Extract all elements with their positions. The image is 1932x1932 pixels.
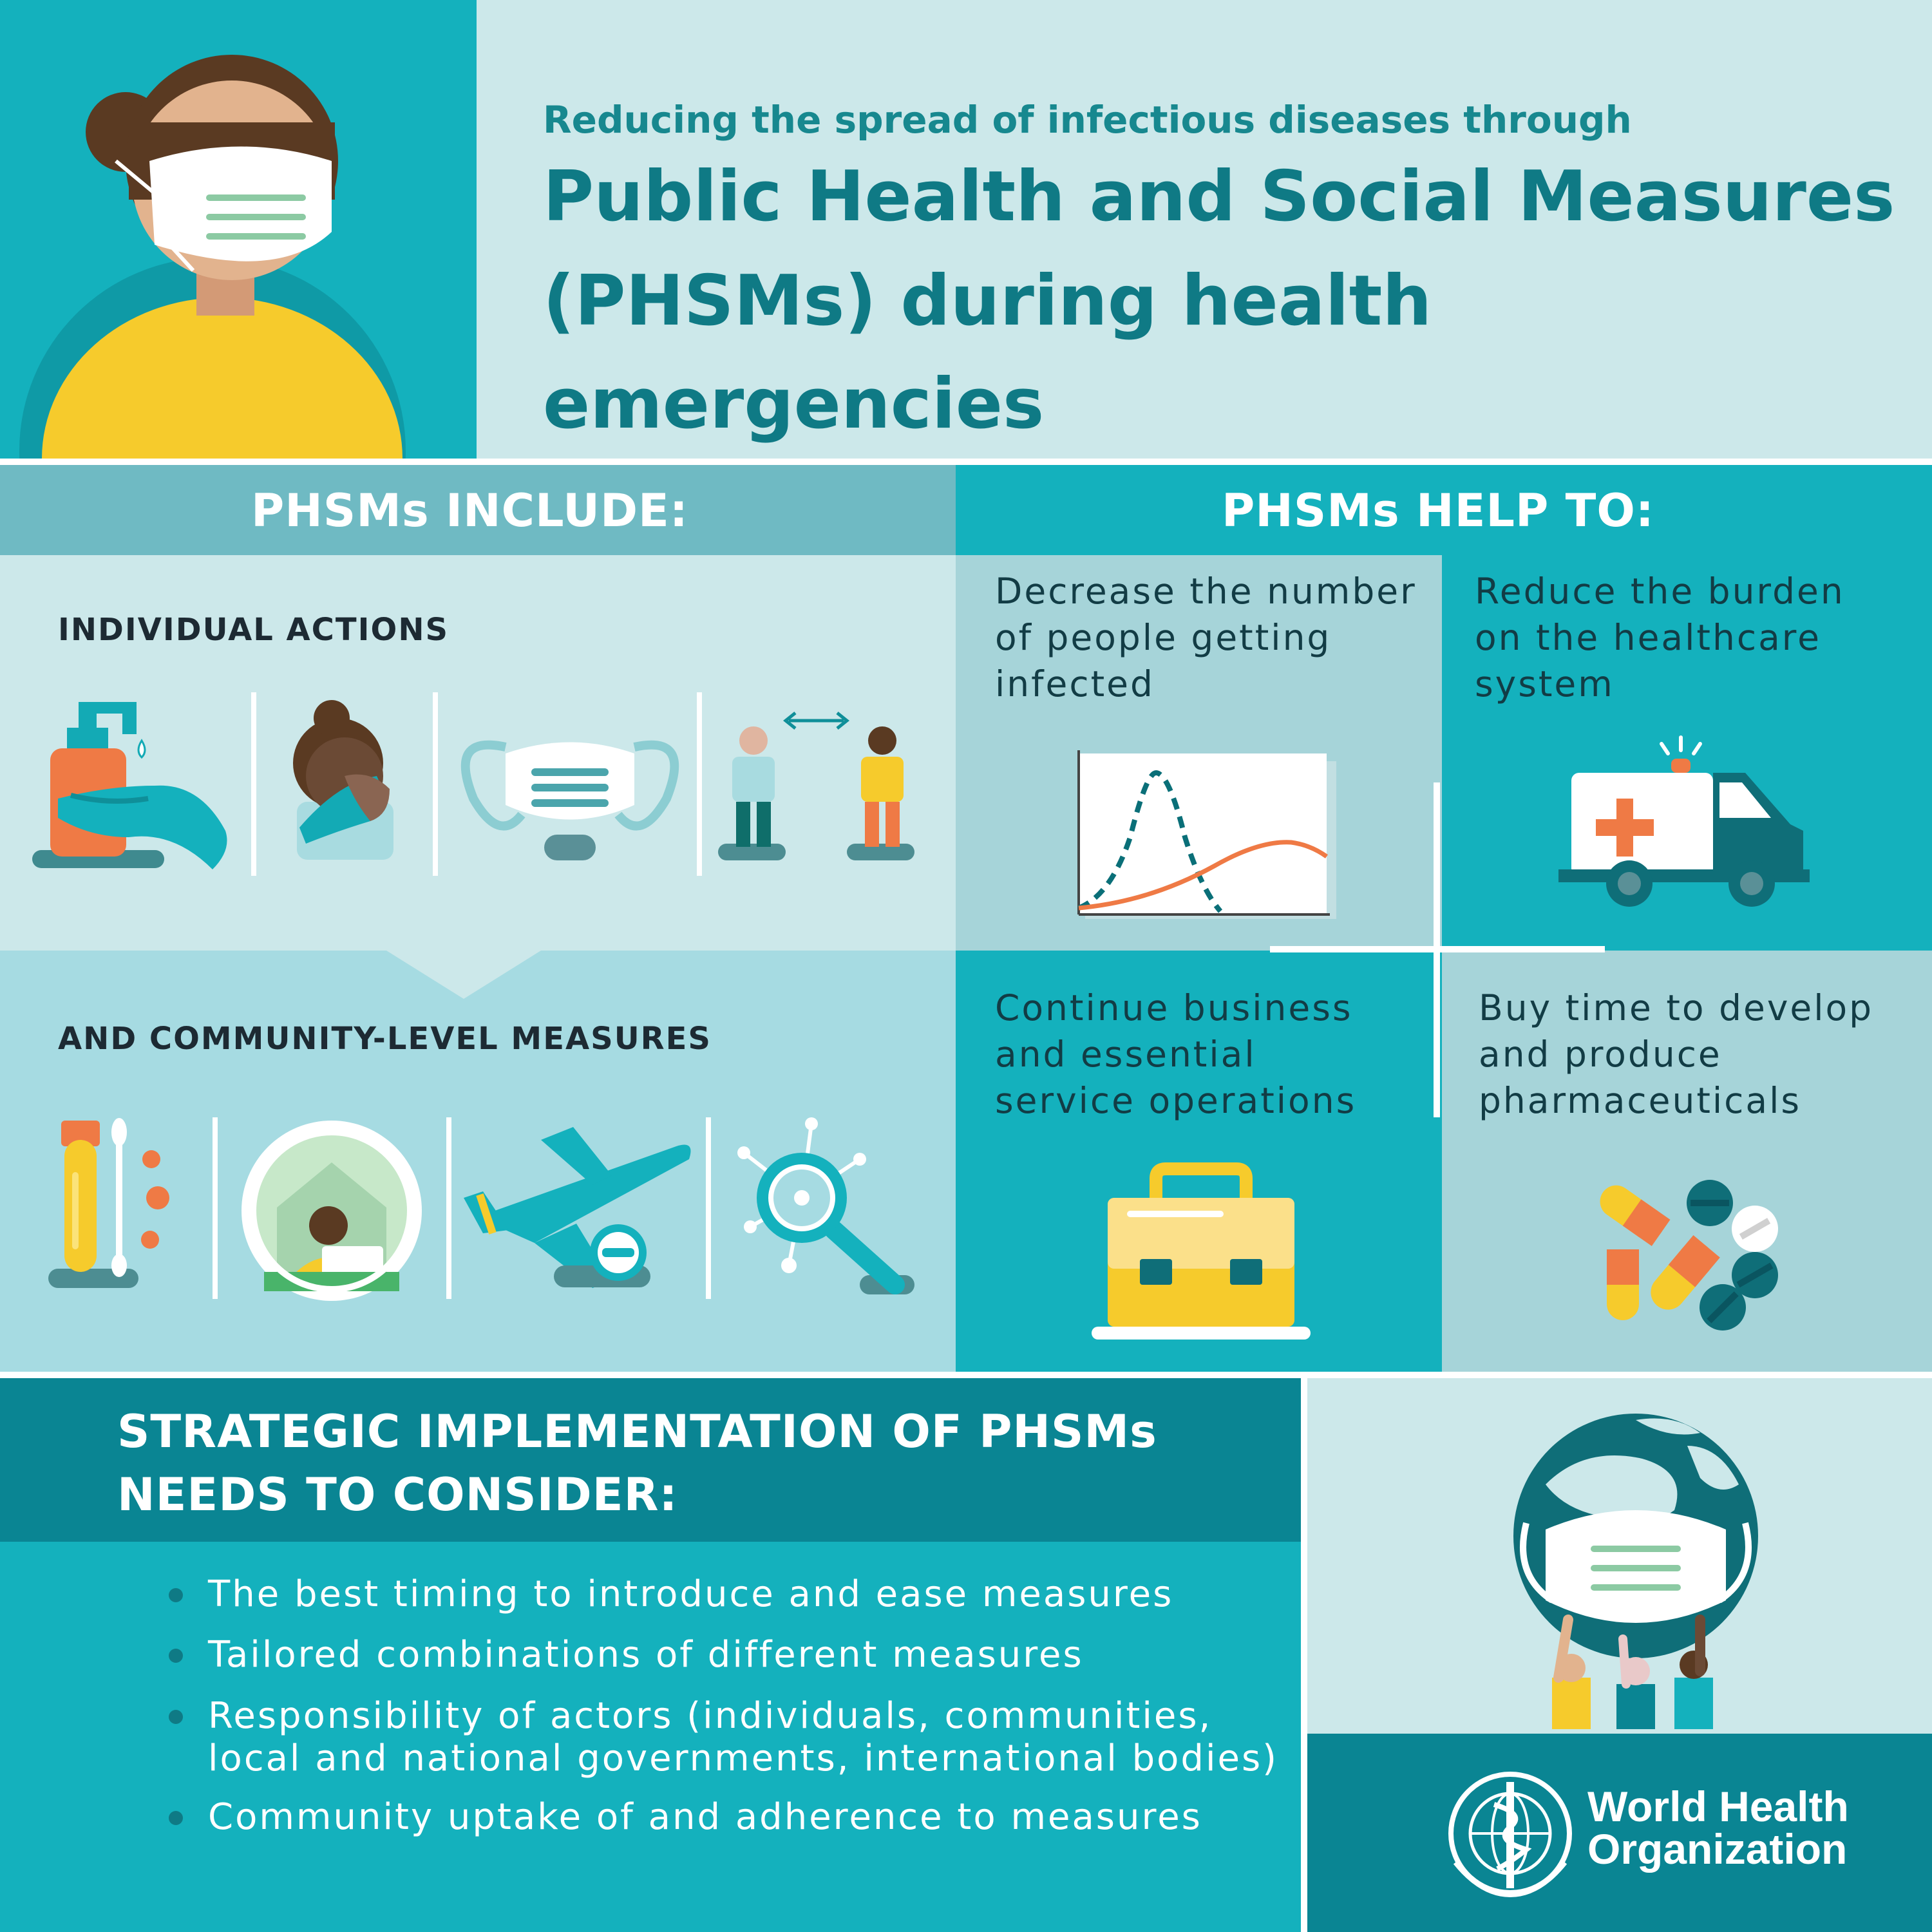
briefcase-icon bbox=[1092, 1169, 1311, 1349]
help-heading: PHSMs HELP TO: bbox=[1222, 484, 1654, 537]
help-text-business bbox=[995, 985, 1356, 1124]
strategic-bullet-1: The best timing to introduce and ease measures bbox=[208, 1573, 1174, 1615]
who-name-line1: World Health bbox=[1587, 1783, 1849, 1830]
stay-at-home-icon bbox=[238, 1117, 425, 1304]
header-portrait-panel bbox=[0, 0, 477, 459]
strategic-bullet-3 bbox=[208, 1695, 1278, 1780]
list-bullet bbox=[169, 1649, 183, 1663]
strategic-heading-line2: NEEDS TO CONSIDER: bbox=[117, 1468, 678, 1521]
help-text-line: infected bbox=[995, 663, 1155, 705]
icon-divider bbox=[433, 692, 438, 876]
list-bullet bbox=[169, 1710, 183, 1724]
individual-actions-label: INDIVIDUAL ACTIONS bbox=[58, 612, 450, 648]
strategic-heading-line1: STRATEGIC IMPLEMENTATION OF PHSMs bbox=[117, 1405, 1157, 1458]
pills-icon bbox=[1584, 1179, 1797, 1346]
help-text-line: and essential bbox=[995, 1034, 1256, 1075]
face-mask-icon bbox=[460, 708, 679, 869]
help-text-line: Continue business bbox=[995, 987, 1353, 1028]
contact-tracing-icon bbox=[731, 1114, 924, 1301]
strategic-bullet-4: Community uptake of and adherence to measures bbox=[208, 1796, 1202, 1838]
help-text-line: system bbox=[1475, 663, 1615, 705]
epidemic-curve-icon bbox=[1072, 747, 1343, 921]
who-emblem-icon bbox=[1443, 1766, 1578, 1901]
help-text-line: Decrease the number bbox=[995, 571, 1417, 612]
list-bullet bbox=[169, 1811, 183, 1825]
strategic-bullet-3-line2: local and national governments, international bodies) bbox=[208, 1738, 1279, 1779]
header-subtitle: Reducing the spread of infectious diseases through bbox=[543, 98, 1632, 142]
icon-divider bbox=[213, 1117, 218, 1299]
community-measures-label: AND COMMUNITY-LEVEL MEASURES bbox=[58, 1021, 712, 1057]
cough-into-elbow-icon bbox=[293, 705, 402, 879]
icon-divider bbox=[697, 692, 702, 876]
hand-sanitizer-icon bbox=[32, 702, 245, 889]
masked-globe-illustration bbox=[1507, 1407, 1777, 1729]
icon-divider bbox=[251, 692, 256, 876]
page-title-line1: Public Health and Social Measures bbox=[543, 156, 1895, 237]
help-text-line: Buy time to develop bbox=[1479, 987, 1874, 1028]
strategic-bullet-2: Tailored combinations of different measures bbox=[208, 1634, 1084, 1676]
travel-restriction-icon bbox=[464, 1121, 696, 1301]
help-text-line: pharmaceuticals bbox=[1479, 1080, 1802, 1121]
chevron-down-icon bbox=[386, 951, 541, 1002]
help-text-healthcare bbox=[1475, 568, 1845, 707]
help-text-line: on the healthcare bbox=[1475, 617, 1822, 658]
help-text-line: of people getting bbox=[995, 617, 1332, 658]
strategic-bullet-3-line1: Responsibility of actors (individuals, communities, bbox=[208, 1695, 1213, 1737]
help-text-line: service operations bbox=[995, 1080, 1357, 1121]
page-title-line2: (PHSMs) during health emergencies bbox=[543, 261, 1432, 444]
help-text-pharma bbox=[1479, 985, 1873, 1124]
physical-distancing-icon bbox=[718, 705, 924, 866]
masked-woman-illustration bbox=[0, 0, 477, 459]
help-text-line: Reduce the burden bbox=[1475, 571, 1845, 612]
help-text-infections bbox=[995, 568, 1417, 707]
who-logo-name bbox=[1587, 1783, 1849, 1873]
help-cross-divider bbox=[1270, 946, 1605, 952]
icon-divider bbox=[706, 1117, 711, 1299]
icon-divider bbox=[446, 1117, 451, 1299]
who-name-line2: Organization bbox=[1587, 1825, 1848, 1873]
list-bullet bbox=[169, 1588, 183, 1602]
include-heading: PHSMs INCLUDE: bbox=[251, 484, 688, 537]
test-tube-swab-icon bbox=[48, 1121, 196, 1294]
ambulance-icon bbox=[1558, 734, 1816, 908]
help-text-line: and produce bbox=[1479, 1034, 1722, 1075]
